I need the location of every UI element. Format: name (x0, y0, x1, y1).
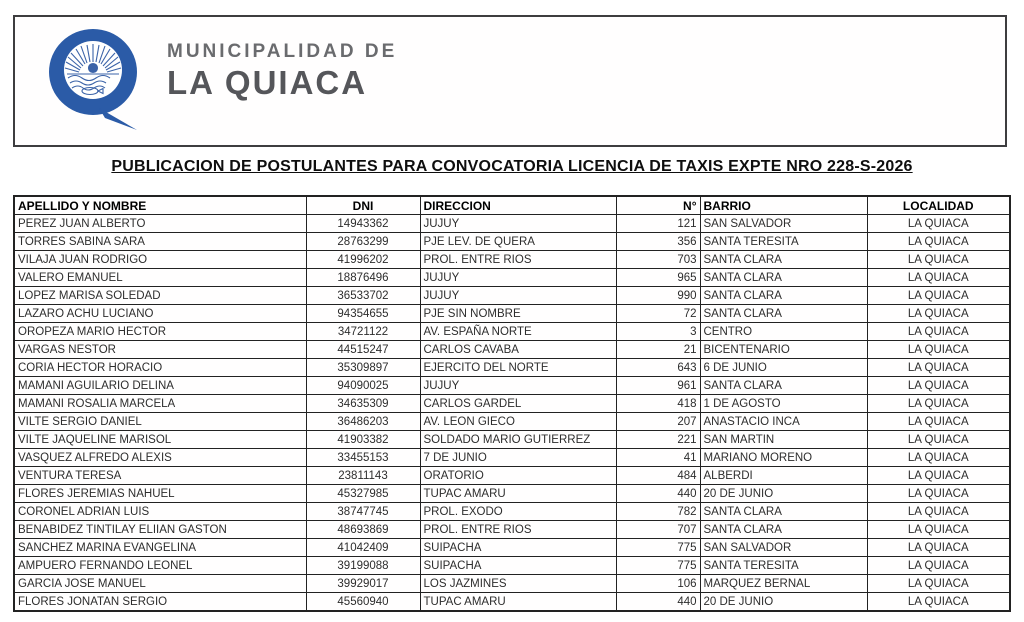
cell-barrio: SANTA CLARA (700, 251, 867, 269)
cell-dni: 45560940 (306, 593, 420, 612)
cell-dni: 44515247 (306, 341, 420, 359)
table-row (14, 287, 1010, 305)
cell-direccion: JUJUY (420, 287, 616, 305)
cell-direccion: SUIPACHA (420, 539, 616, 557)
table-row (14, 305, 1010, 323)
cell-barrio: 6 DE JUNIO (700, 359, 867, 377)
table-row (14, 413, 1010, 431)
cell-localidad: LA QUIACA (867, 449, 1010, 467)
cell-numero: 775 (616, 539, 700, 557)
cell-direccion: CARLOS CAVABA (420, 341, 616, 359)
cell-numero: 3 (616, 323, 700, 341)
cell-apellido: FLORES JEREMIAS NAHUEL (14, 485, 306, 503)
cell-numero: 356 (616, 233, 700, 251)
cell-dni: 36486203 (306, 413, 420, 431)
cell-localidad: LA QUIACA (867, 269, 1010, 287)
table-row (14, 503, 1010, 521)
table-row (14, 467, 1010, 485)
cell-dni: 48693869 (306, 521, 420, 539)
cell-apellido: LAZARO ACHU LUCIANO (14, 305, 306, 323)
column-header-barrio: BARRIO (700, 196, 867, 215)
table-row (14, 359, 1010, 377)
cell-direccion: AV. ESPAÑA NORTE (420, 323, 616, 341)
cell-apellido: FLORES JONATAN SERGIO (14, 593, 306, 612)
cell-direccion: SOLDADO MARIO GUTIERREZ (420, 431, 616, 449)
org-name-line2: LA QUIACA (167, 64, 368, 101)
cell-direccion: PROL. ENTRE RIOS (420, 251, 616, 269)
cell-apellido: PEREZ JUAN ALBERTO (14, 215, 306, 233)
table-row (14, 251, 1010, 269)
cell-dni: 39199088 (306, 557, 420, 575)
cell-barrio: SANTA CLARA (700, 305, 867, 323)
cell-localidad: LA QUIACA (867, 539, 1010, 557)
cell-numero: 775 (616, 557, 700, 575)
column-header-direccion: DIRECCION (420, 196, 616, 215)
cell-numero: 106 (616, 575, 700, 593)
cell-direccion: ORATORIO (420, 467, 616, 485)
table-row (14, 575, 1010, 593)
cell-dni: 23811143 (306, 467, 420, 485)
cell-dni: 36533702 (306, 287, 420, 305)
table-row (14, 431, 1010, 449)
cell-dni: 41903382 (306, 431, 420, 449)
table-row (14, 395, 1010, 413)
cell-direccion: SUIPACHA (420, 557, 616, 575)
cell-direccion: JUJUY (420, 377, 616, 395)
cell-localidad: LA QUIACA (867, 323, 1010, 341)
cell-barrio: SANTA CLARA (700, 377, 867, 395)
column-header-numero: N° (616, 196, 700, 215)
column-header-localidad: LOCALIDAD (867, 196, 1010, 215)
applicants-table (13, 195, 1011, 612)
cell-dni: 18876496 (306, 269, 420, 287)
cell-dni: 45327985 (306, 485, 420, 503)
cell-numero: 72 (616, 305, 700, 323)
cell-apellido: MAMANI ROSALIA MARCELA (14, 395, 306, 413)
cell-dni: 14943362 (306, 215, 420, 233)
cell-apellido: VALERO EMANUEL (14, 269, 306, 287)
table-body (14, 215, 1010, 612)
column-header-apellido: APELLIDO Y NOMBRE (14, 196, 306, 215)
cell-localidad: LA QUIACA (867, 233, 1010, 251)
table-row (14, 233, 1010, 251)
cell-numero: 41 (616, 449, 700, 467)
cell-dni: 38747745 (306, 503, 420, 521)
cell-localidad: LA QUIACA (867, 431, 1010, 449)
cell-dni: 39929017 (306, 575, 420, 593)
cell-dni: 41042409 (306, 539, 420, 557)
cell-barrio: MARQUEZ BERNAL (700, 575, 867, 593)
cell-apellido: VENTURA TERESA (14, 467, 306, 485)
cell-dni: 94354655 (306, 305, 420, 323)
cell-numero: 21 (616, 341, 700, 359)
table-header-row (14, 196, 1010, 215)
cell-barrio: BICENTENARIO (700, 341, 867, 359)
table-row (14, 323, 1010, 341)
cell-barrio: 20 DE JUNIO (700, 485, 867, 503)
cell-barrio: MARIANO MORENO (700, 449, 867, 467)
cell-barrio: ANASTACIO INCA (700, 413, 867, 431)
cell-numero: 121 (616, 215, 700, 233)
cell-direccion: LOS JAZMINES (420, 575, 616, 593)
table-row (14, 485, 1010, 503)
cell-numero: 418 (616, 395, 700, 413)
page-title: PUBLICACION DE POSTULANTES PARA CONVOCATORIA LICENCIA DE TAXIS EXPTE NRO 228-S-2026 (111, 158, 913, 175)
cell-localidad: LA QUIACA (867, 341, 1010, 359)
cell-direccion: JUJUY (420, 215, 616, 233)
cell-direccion: PROL. EXODO (420, 503, 616, 521)
cell-localidad: LA QUIACA (867, 521, 1010, 539)
cell-numero: 221 (616, 431, 700, 449)
cell-localidad: LA QUIACA (867, 557, 1010, 575)
cell-numero: 961 (616, 377, 700, 395)
table-row (14, 269, 1010, 287)
cell-numero: 484 (616, 467, 700, 485)
cell-apellido: MAMANI AGUILARIO DELINA (14, 377, 306, 395)
cell-apellido: VARGAS NESTOR (14, 341, 306, 359)
cell-barrio: SANTA CLARA (700, 269, 867, 287)
cell-apellido: TORRES SABINA SARA (14, 233, 306, 251)
cell-barrio: CENTRO (700, 323, 867, 341)
cell-apellido: LOPEZ MARISA SOLEDAD (14, 287, 306, 305)
cell-barrio: SAN SALVADOR (700, 215, 867, 233)
cell-barrio: ALBERDI (700, 467, 867, 485)
cell-barrio: 1 DE AGOSTO (700, 395, 867, 413)
table-row (14, 593, 1010, 612)
cell-localidad: LA QUIACA (867, 413, 1010, 431)
cell-apellido: BENABIDEZ TINTILAY ELIIAN GASTON (14, 521, 306, 539)
cell-barrio: SANTA TERESITA (700, 557, 867, 575)
cell-localidad: LA QUIACA (867, 215, 1010, 233)
cell-barrio: 20 DE JUNIO (700, 593, 867, 612)
table-row (14, 449, 1010, 467)
cell-direccion: TUPAC AMARU (420, 485, 616, 503)
municipality-logo-icon (45, 26, 145, 134)
cell-direccion: PROL. ENTRE RIOS (420, 521, 616, 539)
cell-numero: 703 (616, 251, 700, 269)
cell-apellido: CORIA HECTOR HORACIO (14, 359, 306, 377)
cell-numero: 207 (616, 413, 700, 431)
cell-barrio: SAN MARTIN (700, 431, 867, 449)
table-row (14, 539, 1010, 557)
cell-barrio: SANTA CLARA (700, 521, 867, 539)
cell-apellido: GARCIA JOSE MANUEL (14, 575, 306, 593)
cell-direccion: 7 DE JUNIO (420, 449, 616, 467)
header-banner (13, 15, 1007, 147)
cell-numero: 990 (616, 287, 700, 305)
cell-localidad: LA QUIACA (867, 287, 1010, 305)
cell-numero: 707 (616, 521, 700, 539)
cell-numero: 440 (616, 593, 700, 612)
cell-localidad: LA QUIACA (867, 359, 1010, 377)
column-header-dni: DNI (306, 196, 420, 215)
cell-barrio: SANTA CLARA (700, 503, 867, 521)
table-row (14, 377, 1010, 395)
cell-barrio: SANTA CLARA (700, 287, 867, 305)
table-row (14, 521, 1010, 539)
table-row (14, 341, 1010, 359)
cell-dni: 94090025 (306, 377, 420, 395)
cell-direccion: TUPAC AMARU (420, 593, 616, 612)
cell-apellido: VILTE SERGIO DANIEL (14, 413, 306, 431)
cell-localidad: LA QUIACA (867, 485, 1010, 503)
cell-numero: 965 (616, 269, 700, 287)
table-row (14, 215, 1010, 233)
cell-dni: 33455153 (306, 449, 420, 467)
cell-localidad: LA QUIACA (867, 593, 1010, 612)
cell-barrio: SANTA TERESITA (700, 233, 867, 251)
cell-localidad: LA QUIACA (867, 305, 1010, 323)
cell-apellido: CORONEL ADRIAN LUIS (14, 503, 306, 521)
cell-apellido: VILAJA JUAN RODRIGO (14, 251, 306, 269)
cell-numero: 440 (616, 485, 700, 503)
cell-direccion: PJE SIN NOMBRE (420, 305, 616, 323)
cell-direccion: JUJUY (420, 269, 616, 287)
cell-apellido: SANCHEZ MARINA EVANGELINA (14, 539, 306, 557)
q-bubble-logo-icon (45, 26, 145, 134)
cell-dni: 34635309 (306, 395, 420, 413)
cell-dni: 28763299 (306, 233, 420, 251)
cell-numero: 782 (616, 503, 700, 521)
cell-direccion: CARLOS GARDEL (420, 395, 616, 413)
org-name-line1: MUNICIPALIDAD DE (167, 41, 398, 62)
cell-apellido: AMPUERO FERNANDO LEONEL (14, 557, 306, 575)
cell-localidad: LA QUIACA (867, 575, 1010, 593)
cell-dni: 34721122 (306, 323, 420, 341)
cell-direccion: PJE LEV. DE QUERA (420, 233, 616, 251)
cell-direccion: EJERCITO DEL NORTE (420, 359, 616, 377)
cell-barrio: SAN SALVADOR (700, 539, 867, 557)
cell-apellido: OROPEZA MARIO HECTOR (14, 323, 306, 341)
org-wordmark (167, 41, 397, 102)
cell-localidad: LA QUIACA (867, 251, 1010, 269)
cell-direccion: AV. LEON GIECO (420, 413, 616, 431)
cell-numero: 643 (616, 359, 700, 377)
cell-localidad: LA QUIACA (867, 395, 1010, 413)
cell-localidad: LA QUIACA (867, 467, 1010, 485)
cell-dni: 41996202 (306, 251, 420, 269)
cell-dni: 35309897 (306, 359, 420, 377)
table-row (14, 557, 1010, 575)
cell-apellido: VASQUEZ ALFREDO ALEXIS (14, 449, 306, 467)
cell-localidad: LA QUIACA (867, 503, 1010, 521)
cell-localidad: LA QUIACA (867, 377, 1010, 395)
cell-apellido: VILTE JAQUELINE MARISOL (14, 431, 306, 449)
